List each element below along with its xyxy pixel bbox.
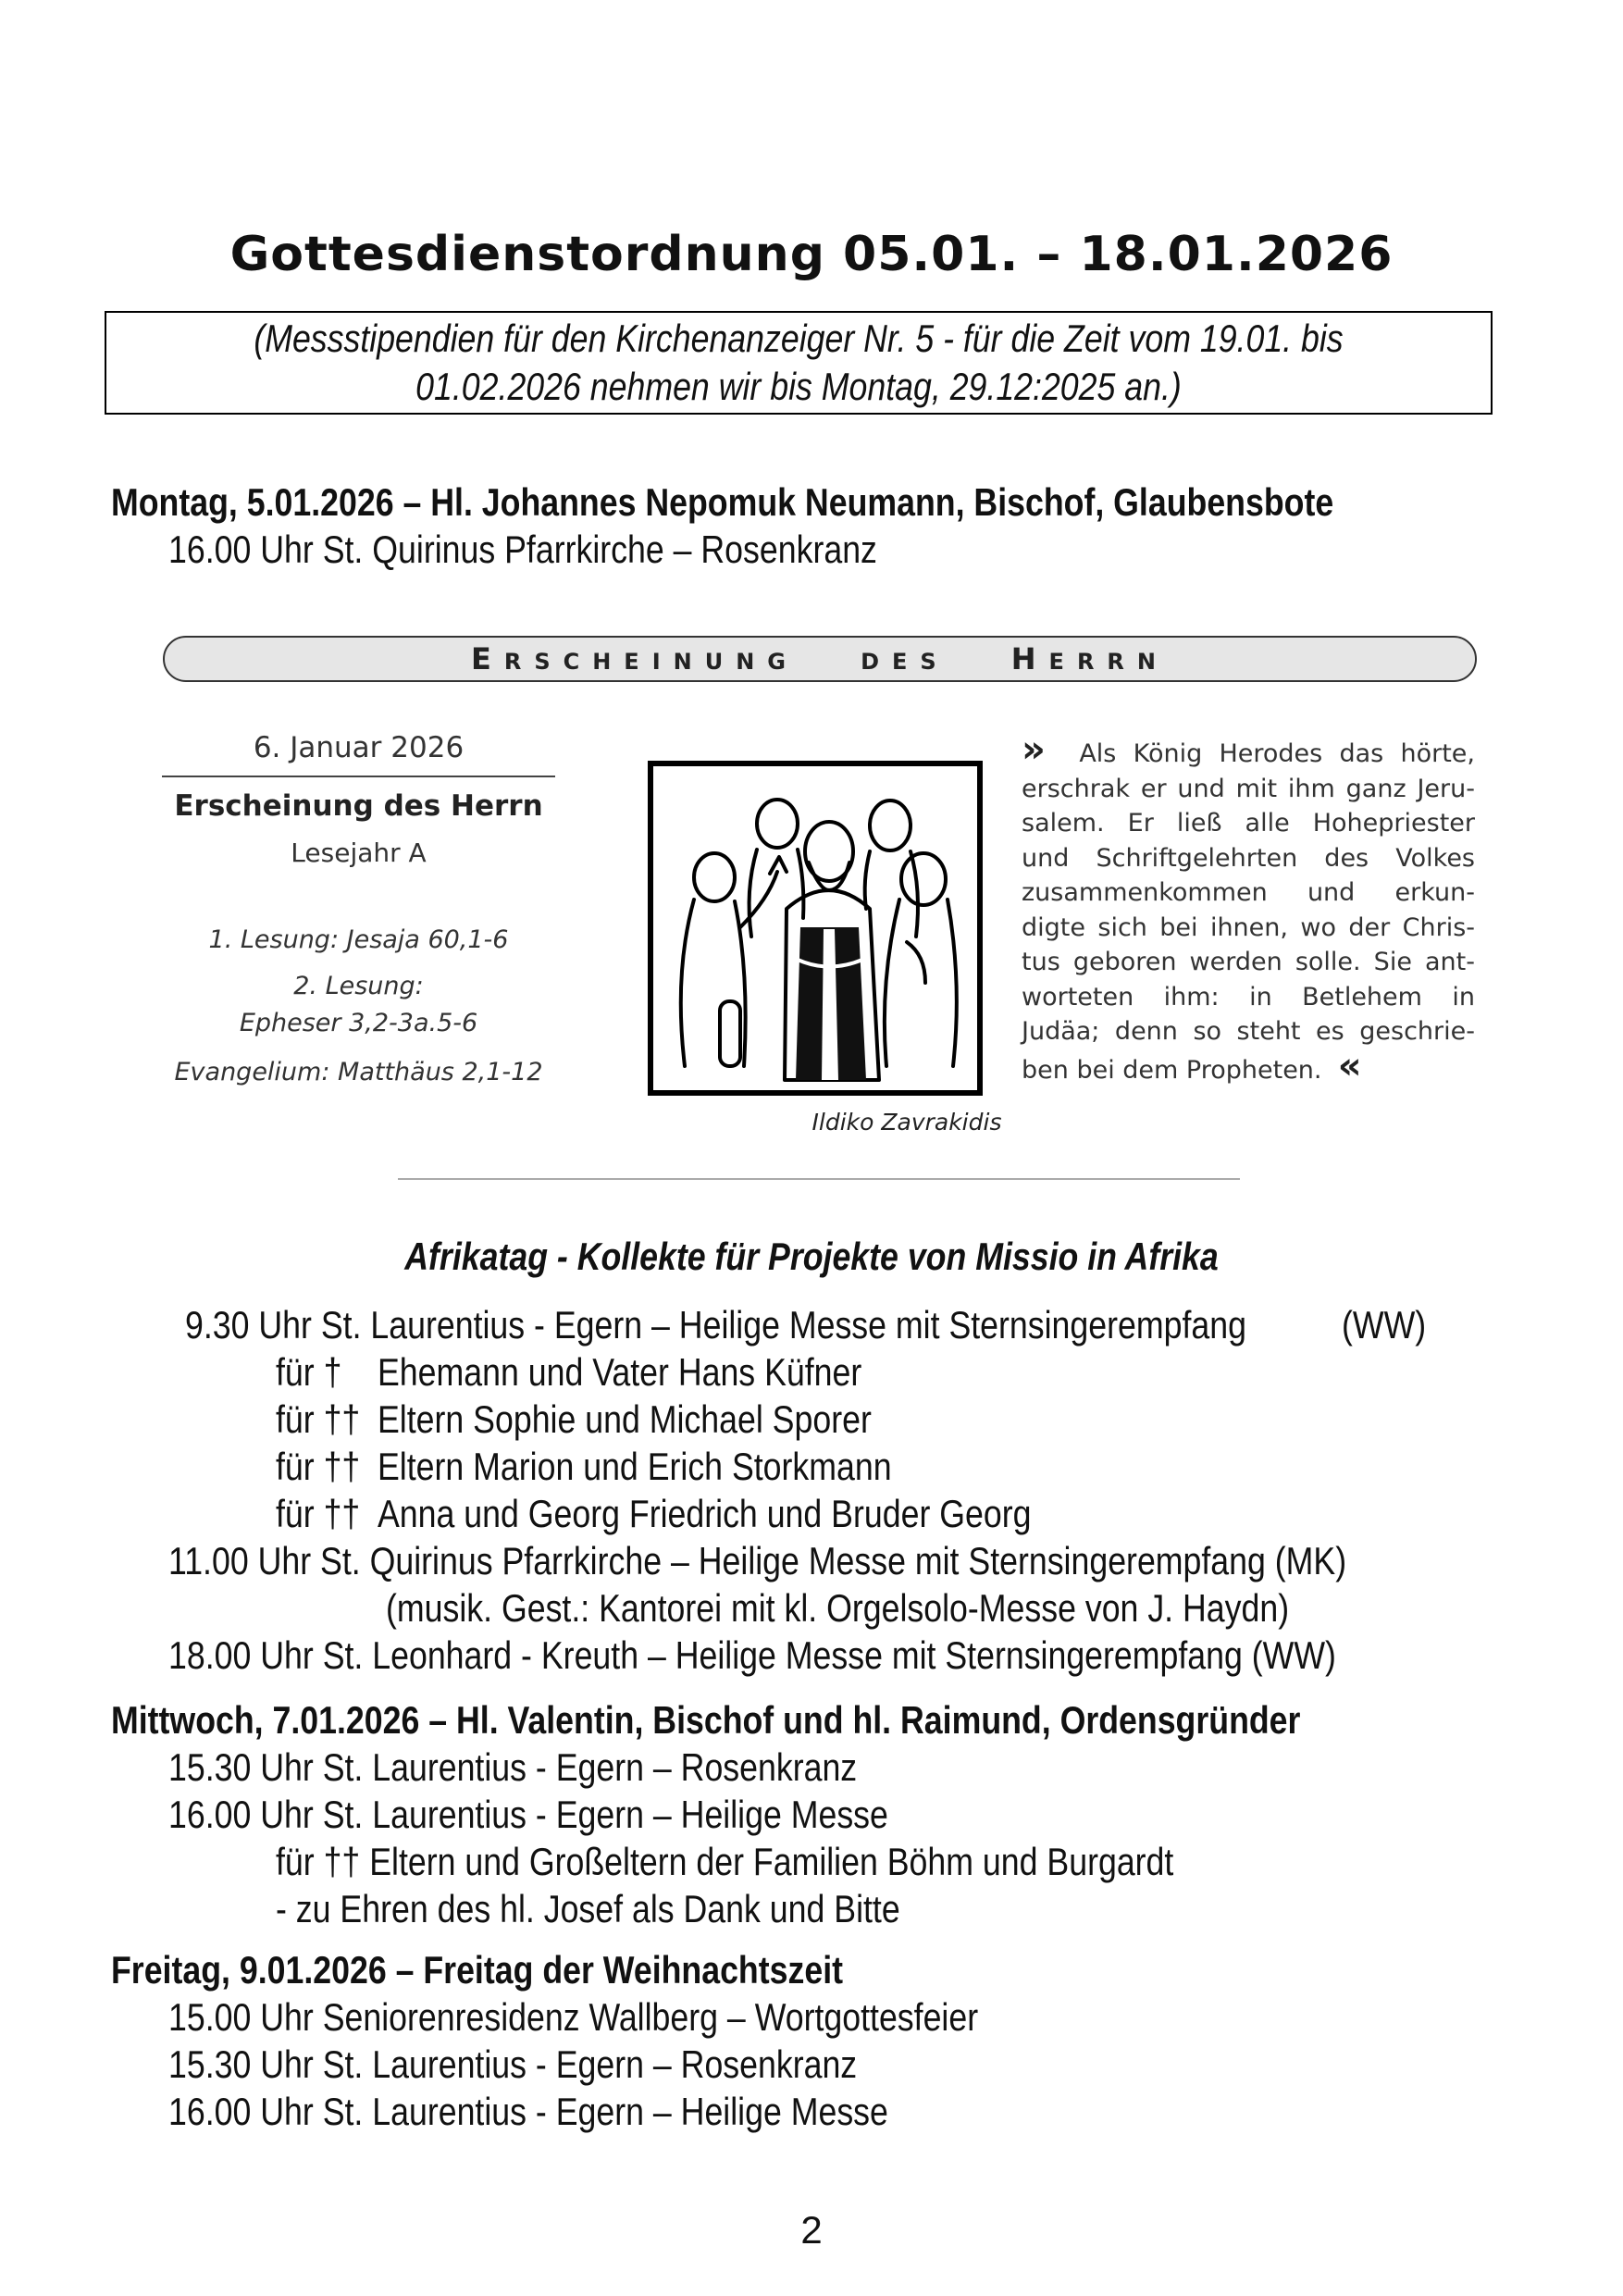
feast-name: Erscheinung des Herrn	[174, 789, 543, 823]
wednesday-heading: Mittwoch, 7.01.2026 – Hl. Valentin, Bischof und hl. Raimund, Ordensgründer	[111, 1698, 1301, 1742]
wednesday-intention: für †† Eltern und Großeltern der Familien Böhm und Burgardt	[276, 1840, 1174, 1883]
liturgical-year: Lesejahr A	[291, 838, 427, 868]
mass-stipend-note	[105, 311, 1493, 415]
gospel-quote	[1022, 728, 1475, 1087]
quote-line: zusammenkommen und erkun-	[1022, 878, 1475, 907]
quote-line: Judäa; denn so steht es geschrie-	[1022, 1017, 1475, 1046]
illustration-artist: Ildiko Zavrakidis	[812, 1109, 1002, 1136]
friday-entry: 15.30 Uhr St. Laurentius - Egern – Rosenkranz	[168, 2042, 858, 2086]
friday-heading: Freitag, 9.01.2026 – Freitag der Weihnachtszeit	[111, 1948, 844, 1992]
quote-line: erschrak er und mit ihm ganz Jeru-	[1022, 774, 1475, 803]
mass-leonhard: 18.00 Uhr St. Leonhard - Kreuth – Heilige Messe mit Sternsingerempfang (WW)	[168, 1633, 1336, 1677]
quote-line: » Als König Herodes das hörte,	[1022, 728, 1475, 771]
reading-1: 1. Lesung: Jesaja 60,1-6	[208, 925, 509, 954]
friday-entry: 15.00 Uhr Seniorenresidenz Wallberg – Wortgottesfeier	[168, 1995, 979, 2039]
intention-text: Ehemann und Vater Hans Küfner	[378, 1350, 862, 1394]
mass-quirinus: 11.00 Uhr St. Quirinus Pfarrkirche – Heilige Messe mit Sternsingerempfang (MK)	[168, 1539, 1347, 1582]
mass-laurentius: 9.30 Uhr St. Laurentius - Egern – Heilige Messe mit Sternsingerempfang	[185, 1303, 1246, 1347]
wednesday-entry: 15.30 Uhr St. Laurentius - Egern – Rosenkranz	[168, 1745, 858, 1789]
wednesday-intention: - zu Ehren des hl. Josef als Dank und Bitte	[276, 1887, 900, 1930]
intention-mark: für †	[276, 1350, 342, 1394]
monday-entry: 16.00 Uhr St. Quirinus Pfarrkirche – Rosenkranz	[168, 527, 877, 571]
reading-2-label: 2. Lesung:	[293, 972, 424, 1000]
quote-open-icon: »	[1022, 728, 1046, 771]
quote-line: ben bei dem Propheten. «	[1022, 1044, 1362, 1087]
banner-word-3: ERRN	[1048, 649, 1169, 675]
quote-close-icon: «	[1337, 1044, 1362, 1087]
feast-banner	[163, 636, 1477, 682]
feast-date: 6. Januar 2026	[253, 731, 465, 764]
mass-laurentius-celebrant: (WW)	[1342, 1303, 1427, 1347]
monday-heading: Montag, 5.01.2026 – Hl. Johannes Nepomuk Neumann, Bischof, Glaubensbote	[111, 480, 1334, 524]
intention-mark: für ††	[276, 1397, 361, 1441]
mass-quirinus-music: (musik. Gest.: Kantorei mit kl. Orgelsolo-Messe von J. Haydn)	[386, 1586, 1290, 1630]
section-divider	[398, 1178, 1240, 1180]
gospel: Evangelium: Matthäus 2,1-12	[174, 1058, 543, 1086]
banner-initial-e: E	[470, 641, 504, 676]
intention-mark: für ††	[276, 1492, 361, 1535]
afrikatag-heading: Afrikatag - Kollekte für Projekte von Missio in Afrika	[404, 1235, 1219, 1278]
banner-word-1: RSCHEINUNG	[503, 649, 799, 675]
intention-text: Eltern Sophie und Michael Sporer	[378, 1397, 872, 1441]
quote-line: worteten ihm: in Betlehem in	[1022, 982, 1475, 1011]
friday-entry: 16.00 Uhr St. Laurentius - Egern – Heilige Messe	[168, 2090, 888, 2133]
page-number: 2	[800, 2208, 823, 2252]
intention-text: Eltern Marion und Erich Storkmann	[378, 1445, 892, 1488]
quote-line: tus geboren werden solle. Sie ant-	[1022, 948, 1475, 976]
intention-text: Anna und Georg Friedrich und Bruder Georg	[378, 1492, 1032, 1535]
wednesday-entry: 16.00 Uhr St. Laurentius - Egern – Heilige Messe	[168, 1793, 888, 1836]
intention-mark: für ††	[276, 1445, 361, 1488]
banner-initial-h: H	[1010, 641, 1049, 676]
quote-line: digte sich bei ihnen, wo der Chris-	[1022, 912, 1475, 942]
feast-divider	[162, 776, 555, 777]
banner-word-2: DES	[861, 649, 949, 675]
note-line-1: (Messstipendien für den Kirchenanzeiger Nr. 5 - für die Zeit vom 19.01. bis	[254, 316, 1344, 360]
quote-line: salem. Er ließ alle Hohepriester	[1022, 809, 1475, 838]
epiphany-illustration	[648, 761, 983, 1096]
quote-line: und Schriftgelehrten des Volkes	[1022, 843, 1475, 873]
page-title: Gottesdienstordnung 05.01. – 18.01.2026	[229, 227, 1394, 282]
note-line-2: 01.02.2026 nehmen wir bis Montag, 29.12:2025 an.)	[415, 365, 1182, 408]
reading-2-ref: Epheser 3,2-3a.5-6	[239, 1009, 478, 1037]
